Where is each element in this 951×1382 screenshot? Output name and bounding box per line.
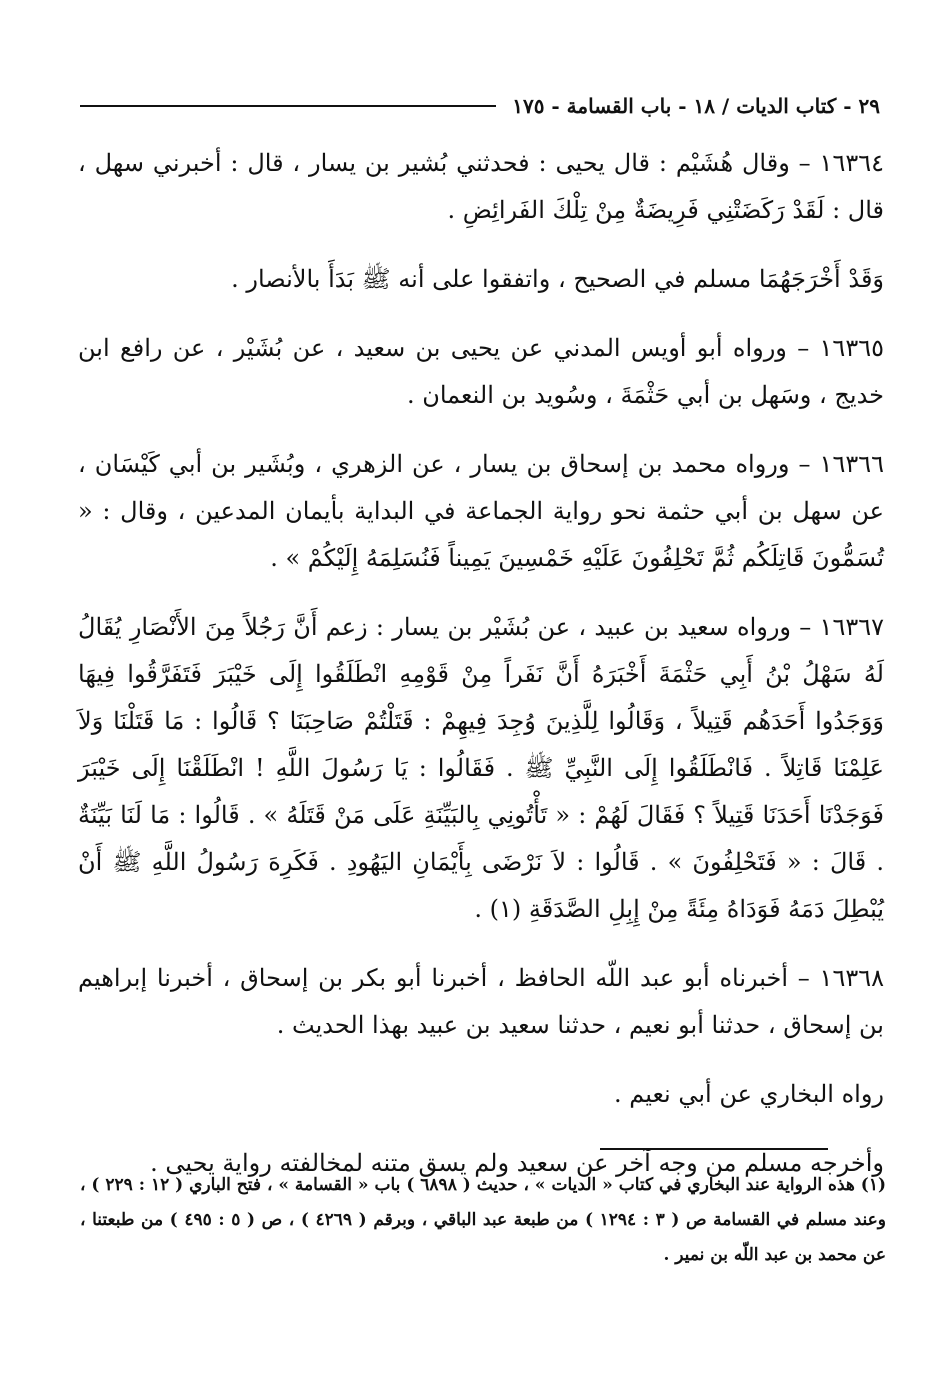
hadith-number: ١٦٣٦٤ bbox=[819, 149, 884, 177]
page-header bbox=[80, 88, 880, 124]
hadith-text: وقال هُشَيْم : قال يحيى : فحدثني بُشير بن يسار ، قال : أخبرني سهل ، قال : لَقَدْ رَكَضَتْنِي فَرِيضَةٌ مِنْ تِلْكَ الفَرائِضِ . bbox=[78, 149, 884, 224]
commentary-paragraph bbox=[78, 256, 884, 303]
hadith-number: ١٦٣٦٧ bbox=[819, 613, 884, 641]
hadith-number: ١٦٣٦٥ bbox=[819, 334, 884, 362]
commentary-paragraph bbox=[78, 1071, 884, 1118]
main-text bbox=[78, 140, 884, 1209]
footnote-text: (١) هذه الرواية عند البخاري في كتاب « الديات » ، حديث ( ٦٨٩٨ ) باب « القسامة » ، فتح الباري ( ١٢ : ٢٢٩ ) ، وعند مسلم في القسامة ص ( ٣ : ١٢٩٤ ) من طبعة عبد الباقي ، وبرقم ( ٤٢٦٩ ) ، ص ( ٥ : ٤٩٥ ) من طبعتنا ، عن محمد بن عبد اللّه بن نمير . bbox=[80, 1175, 886, 1265]
hadith-paragraph: ١٦٣٦٤ – وقال هُشَيْم : قال يحيى : فحدثني بُشير بن يسار ، قال : أخبرني سهل ، قال : لَقَدْ رَكَضَتْنِي فَرِيضَةٌ مِنْ تِلْكَ الفَرائِضِ . bbox=[78, 149, 884, 224]
hadith-paragraph: ١٦٣٦٨ – أخبرناه أبو عبد اللّه الحافظ ، أخبرنا أبو بكر بن إسحاق ، أخبرنا إبراهيم بن إسحاق ، حدثنا أبو نعيم ، حدثنا سعيد بن عبيد بهذا الحديث . bbox=[78, 964, 884, 1039]
running-head: ٢٩ - كتاب الديات / ١٨ - باب القسامة - ١٧٥ bbox=[512, 94, 880, 118]
hadith-text: أخبرناه أبو عبد اللّه الحافظ ، أخبرنا أبو بكر بن إسحاق ، أخبرنا إبراهيم بن إسحاق ، حدثنا أبو نعيم ، حدثنا سعيد بن عبيد بهذا الحديث . bbox=[78, 964, 884, 1039]
hadith-paragraph: ١٦٣٦٧ – ورواه سعيد بن عبيد ، عن بُشَيْر بن يسار : زعم أَنَّ رَجُلاً مِنَ الأَنْصَارِ يُقَالُ لَهُ سَهْلُ بْنُ أَبِي حَثْمَةَ أَخْبَرَهُ أَنَّ نَفَراً مِنْ قَوْمِهِ انْطَلَقُوا إِلَى خَيْبَرَ فَتَفَرَّقُوا فِيهَا وَوَجَدُوا أَحَدَهُم قَتِيلاً ، وَقَالُوا لِلَّذِينَ وُجِدَ فِيهِمْ : قَتَلْتُمْ صَاحِبَنَا ؟ قَالُوا : مَا قَتَلْنَا وَلاَ عَلِمْنَا قَاتِلاً . فَانْطَلَقُوا إِلَى النَّبِيِّ ﷺ . فَقَالُوا : يَا رَسُولَ اللَّهِ ! انْطَلَقْنَا إِلَى خَيْبَرَ فَوَجَدْنَا أَحَدَنَا قَتِيلاً ؟ فَقَالَ لَهُمْ : « تَأْتُونِي بِالبَيِّنَةِ عَلَى مَنْ قَتَلَهُ » . قَالُوا : مَا لَنَا بَيِّنَةٌ . قَالَ : « فَتَحْلِفُونَ » . قَالُوا : لاَ نَرْضَى بِأَيْمَانِ اليَهُودِ . فَكَرِهَ رَسُولُ اللَّهِ ﷺ أَنْ يُبْطِلَ دَمَهُ فَوَدَاهُ مِئَةً مِنْ إِبِلِ الصَّدَقَةِ (١) . bbox=[78, 613, 884, 923]
hadith-number: ١٦٣٦٨ bbox=[819, 964, 884, 992]
hadith-text: ورواه محمد بن إسحاق بن يسار ، عن الزهري ، وبُشَير بن أبي كَيْسَان ، عن سهل بن أبي حثمة نحو رواية الجماعة في البداية بأيمان المدعين ، وقال : « تُسَمُّونَ قَاتِلَكُم ثُمَّ تَحْلِفُونَ عَلَيْهِ خَمْسِينَ يَمِيناً فَنُسَلِمَهُ إِلَيْكُمْ » . bbox=[78, 450, 884, 572]
header-rule bbox=[80, 105, 496, 107]
commentary-text: رواه البخاري عن أبي نعيم . bbox=[613, 1080, 884, 1108]
hadith-paragraph: ١٦٣٦٦ – ورواه محمد بن إسحاق بن يسار ، عن الزهري ، وبُشَير بن أبي كَيْسَان ، عن سهل بن أبي حثمة نحو رواية الجماعة في البداية بأيمان المدعين ، وقال : « تُسَمُّونَ قَاتِلَكُم ثُمَّ تَحْلِفُونَ عَلَيْهِ خَمْسِينَ يَمِيناً فَنُسَلِمَهُ إِلَيْكُمْ » . bbox=[78, 450, 884, 572]
commentary-text: وأخرجه مسلم من وجه آخر عن سعيد ولم يسق متنه لمخالفته رواية يحيى . bbox=[150, 1149, 884, 1177]
hadith-paragraph: ١٦٣٦٥ – ورواه أبو أويس المدني عن يحيى بن سعيد ، عن بُشَيْر ، عن رافع ابن خديج ، وسَهل بن أبي حَثْمَةَ ، وسُويد بن النعمان . bbox=[78, 334, 884, 409]
footnote bbox=[80, 1168, 886, 1273]
footnote-divider bbox=[600, 1148, 828, 1150]
hadith-text: ورواه أبو أويس المدني عن يحيى بن سعيد ، عن بُشَيْر ، عن رافع ابن خديج ، وسَهل بن أبي حَثْمَةَ ، وسُويد بن النعمان . bbox=[78, 334, 884, 409]
hadith-number: ١٦٣٦٦ bbox=[819, 450, 884, 478]
hadith-text: ورواه سعيد بن عبيد ، عن بُشَيْر بن يسار : زعم أَنَّ رَجُلاً مِنَ الأَنْصَارِ يُقَالُ لَهُ سَهْلُ بْنُ أَبِي حَثْمَةَ أَخْبَرَهُ أَنَّ نَفَراً مِنْ قَوْمِهِ انْطَلَقُوا إِلَى خَيْبَرَ فَتَفَرَّقُوا فِيهَا وَوَجَدُوا أَحَدَهُم قَتِيلاً ، وَقَالُوا لِلَّذِينَ وُجِدَ فِيهِمْ : قَتَلْتُمْ صَاحِبَنَا ؟ قَالُوا : مَا قَتَلْنَا وَلاَ عَلِمْنَا قَاتِلاً . فَانْطَلَقُوا إِلَى النَّبِيِّ ﷺ . فَقَالُوا : يَا رَسُولَ اللَّهِ ! انْطَلَقْنَا إِلَى خَيْبَرَ فَوَجَدْنَا أَحَدَنَا قَتِيلاً ؟ فَقَالَ لَهُمْ : « تَأْتُونِي بِالبَيِّنَةِ عَلَى مَنْ قَتَلَهُ » . قَالُوا : مَا لَنَا بَيِّنَةٌ . قَالَ : « فَتَحْلِفُونَ » . قَالُوا : لاَ نَرْضَى بِأَيْمَانِ اليَهُودِ . فَكَرِهَ رَسُولُ اللَّهِ ﷺ أَنْ يُبْطِلَ دَمَهُ فَوَدَاهُ مِئَةً مِنْ إِبِلِ الصَّدَقَةِ (١) . bbox=[78, 613, 884, 923]
commentary-text: وَقَدْ أَخْرَجَهُمَا مسلم في الصحيح ، واتفقوا على أنه ﷺ بَدَأَ بالأنصار . bbox=[231, 265, 884, 293]
